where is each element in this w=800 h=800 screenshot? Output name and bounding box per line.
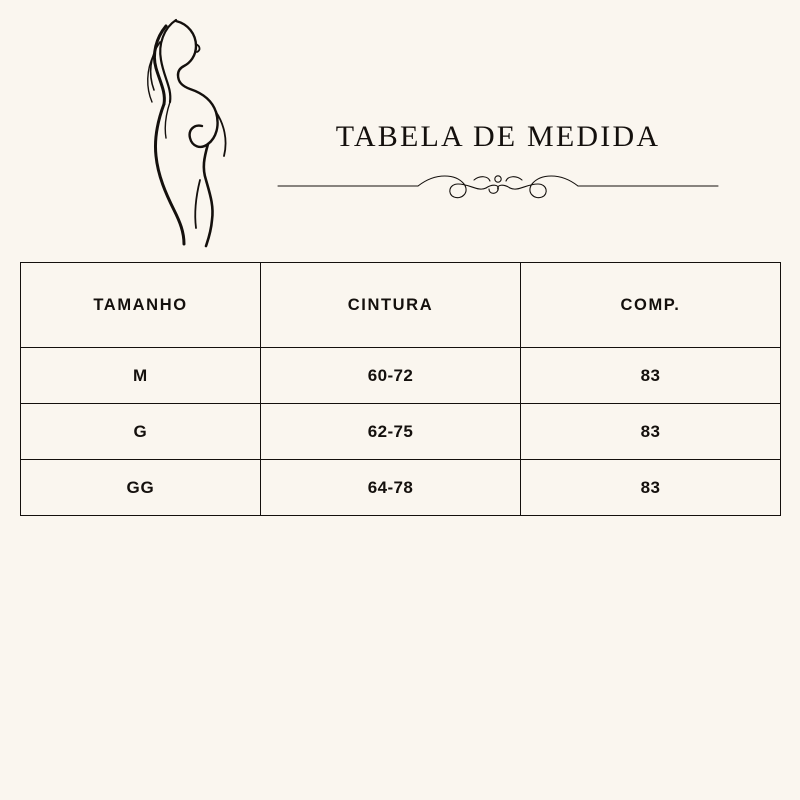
column-header-cintura: CINTURA [261,263,521,348]
cell-comp: 83 [521,348,781,404]
table-header-row [21,263,781,348]
page-title: TABELA DE MEDIDA [335,120,661,153]
table-row [21,348,781,404]
header [0,0,800,258]
cell-comp: 83 [521,460,781,516]
cell-tamanho: G [21,404,261,460]
flourish-divider-icon [258,166,738,206]
table-row [21,404,781,460]
cell-cintura: 62-75 [261,404,521,460]
size-table-wrapper [20,262,780,516]
column-header-comp: COMP. [521,263,781,348]
table-row [21,460,781,516]
female-body-silhouette-icon [104,8,244,248]
cell-cintura: 60-72 [261,348,521,404]
column-header-tamanho: TAMANHO [21,263,261,348]
cell-comp: 83 [521,404,781,460]
cell-cintura: 64-78 [261,460,521,516]
cell-tamanho: GG [21,460,261,516]
title-block [258,120,738,206]
size-table [20,262,781,516]
cell-tamanho: M [21,348,261,404]
